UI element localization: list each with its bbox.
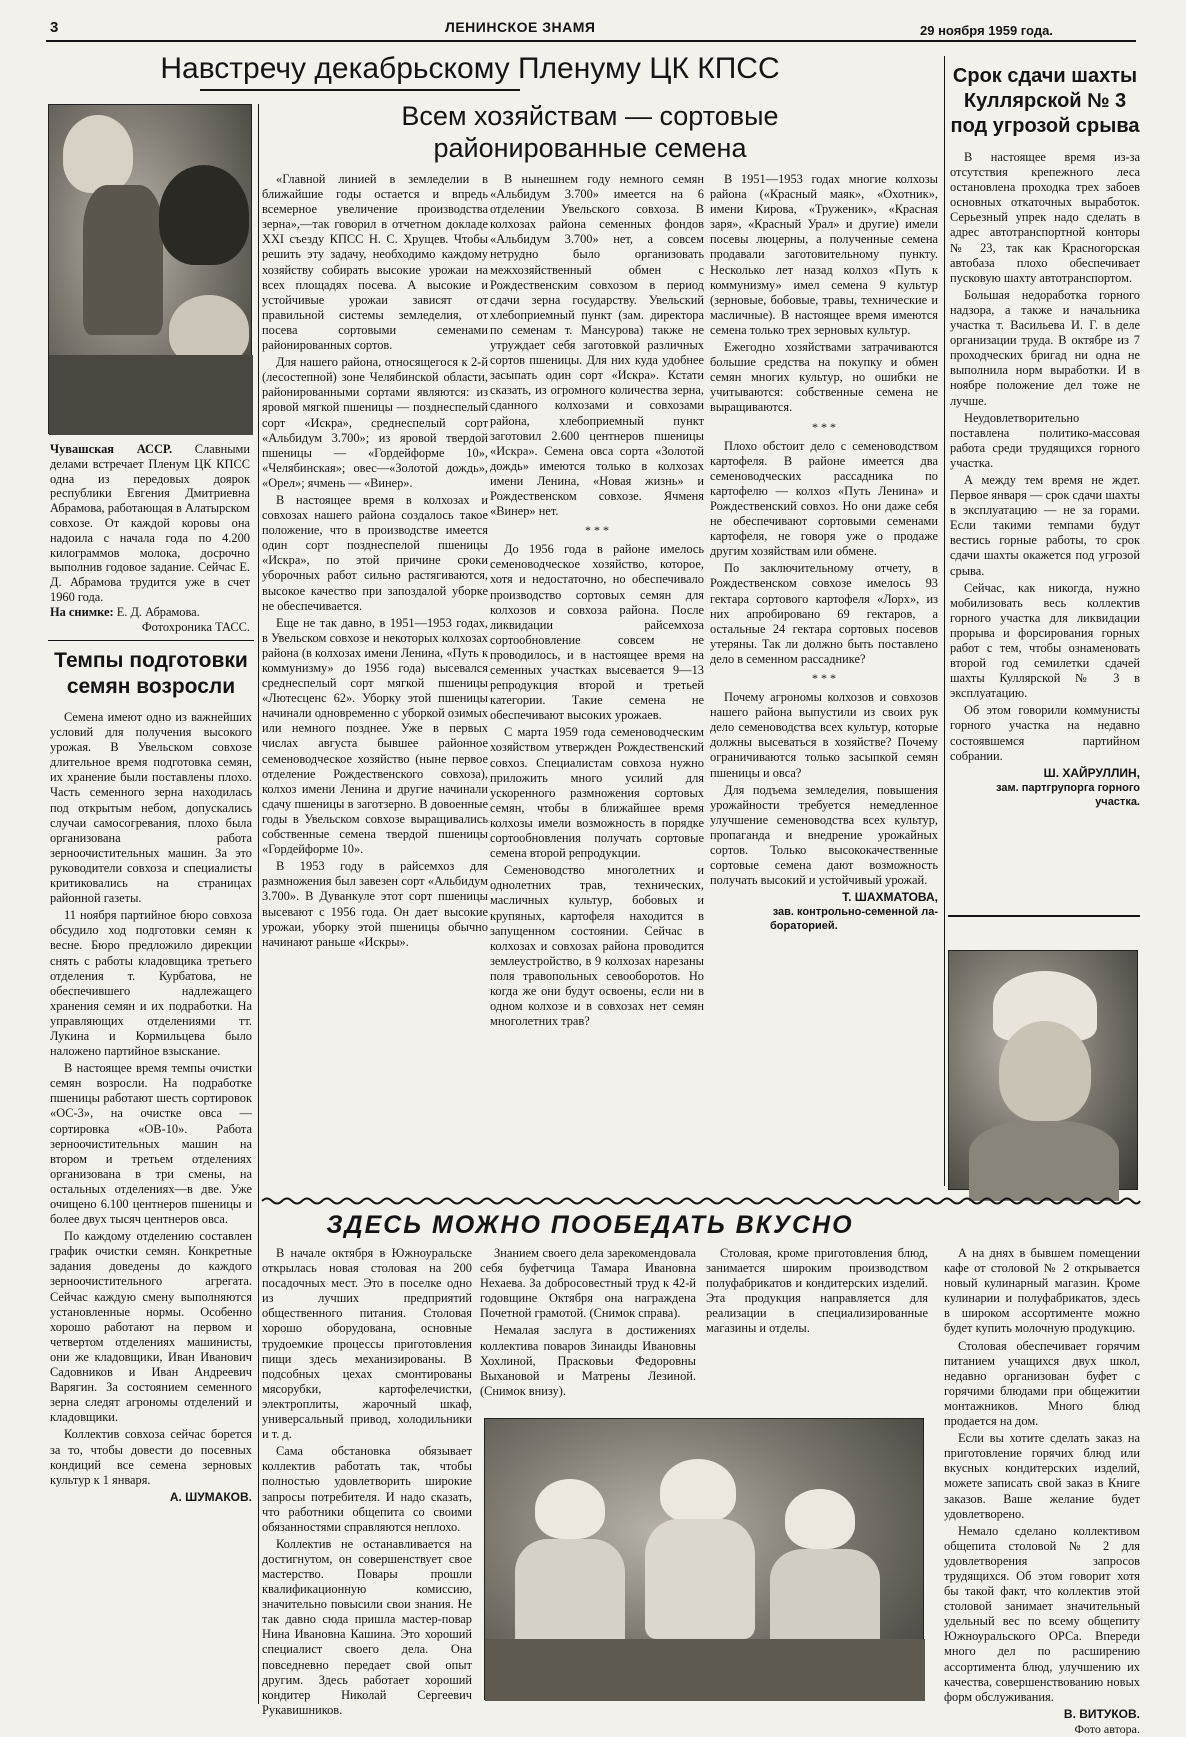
semena-title: [290, 100, 890, 164]
semena-paragraph: В настоящее время в колхозах и совхозах нашего района создалось такое положение, что в производстве имеется один сорт позднеспелой пшеницы «Искра», по этой причине сроки уборочных работ сильно растягиваются, высокое качество при запоздалой уборке не обеспечивается.: [262, 492, 488, 613]
semena-paragraph: С марта 1959 года семеноводческим хозяйством утвержден Рождественский совхоз. Специалистам совхоза нужно приложить много усилий для ускоренного размножения сортовых семян, чтобы в ближайшее время колхозы имели возможность в порядке сортообновления получать сортовые семена второй репродукции.: [490, 725, 704, 861]
photo1-caption-lead: Чувашская АССР.: [50, 442, 173, 456]
obed-column-1: [262, 1246, 472, 1720]
photo-milkmaid: [48, 104, 252, 434]
tempy-title-line1: Темпы подготовки: [54, 649, 248, 672]
section-stars: * * *: [585, 523, 609, 538]
shakhta-paragraph: Неудовлетворительно поставлена политико-массовая работа среди трудящихся горного участка.: [950, 410, 1140, 470]
semena-signature-role: [710, 905, 938, 933]
semena-paragraph: Почему агрономы колхозов и совхозов нашего района выпустили из своих рук дело семеноводства всех культур, которые должны высеваться в хозяйстве? Почему ограничиваются только засыпкой семян пшеницы и овса?: [710, 690, 938, 780]
shakhta-body: [950, 150, 1140, 809]
semena-paragraph: Для подъема земледелия, повышения урожайности требуется немедленное улучшение семеноводства всех культур, пропаганда и внедрение урожайных сортов. Только высококачественные сортовые семена дают возможность получать высокий и устойчивый урожай.: [710, 782, 938, 888]
obed-column-4: [944, 1246, 1140, 1737]
tempy-signature: А. ШУМАКОВ.: [169, 1489, 252, 1504]
left-divider-1: [48, 640, 254, 641]
photo1-caption: [50, 442, 250, 634]
tempy-body: [50, 710, 252, 1505]
semena-column-1: [262, 172, 488, 952]
semena-paragraph: Семеноводство многолетних и однолетних трав, технических, масличных культур, бобовых и крупяных, картофеля находится в запущенном состоянии. Сейчас в колхозах и совхозах района проводится землеустройство, в 9 колхозах нарезаны поля травопольных севооборотов. Но когда же они будут освоены, если ни в одном колхозе и в совхозах нет семян многолетних трав?: [490, 863, 704, 1029]
column-rule-left: [258, 104, 259, 1704]
obed-photo-credit: Фото автора.: [1074, 1721, 1140, 1736]
obed-column-3: [706, 1246, 928, 1339]
tempy-title: [48, 648, 254, 700]
shakhta-title-line3: под угрозой срыва: [950, 115, 1140, 137]
photo1-on-photo-label: На снимке:: [50, 604, 114, 619]
tempy-paragraph: По каждому отделению составлен график очистки семян. Конкретные задания доведены до каждого зерноочистительного агрегата. Сейчас каждую смену выполняются установленные нормы. Особенно хорошо работают на первом и четвертом отделениях машинисты, они же кладовщики, Иван Иванович Садовников и Иван Андреевич Варягин. За состоянием семенного зерна следят агрономы отделений и кладовщики.: [50, 1229, 252, 1425]
photo-buffet-worker: [948, 950, 1138, 1190]
right-divider: [948, 915, 1140, 917]
semena-column-2: [490, 172, 704, 1031]
obed-paragraph: Немало сделано коллективом общепита столовой № 2 для удовлетворения запросов трудящихся. Об этом говорит хотя бы такой факт, что коллектив этой столовой занимает значительный удельный вес по всему общепиту Южноуральского ОРСа. Впереди много дел по расширению ассортимента блюд, улучшению их качества, совершенствованию новых форм обслуживания.: [944, 1523, 1140, 1704]
tempy-paragraph: 11 ноября партийное бюро совхоза обсудило ход подготовки семян к весне. Бюро предложило дирекции снять с работы кладовщика третьего отделения т. Курбатова, не обеспечившего надлежащего хранения семян и их подработки. На управляющих отделениями тт. Лукина и Кормильцева было наложено партийное взыскание.: [50, 908, 252, 1059]
obed-paragraph: Знанием своего дела зарекомендовала себя буфетчица Тамара Ивановна Нехаева. За добросовестный труд к 42-й годовщине Октября она награждена Почетной грамотой. (Снимок справа).: [480, 1246, 696, 1321]
semena-signature-role-line2: бораторией.: [770, 920, 838, 933]
shakhta-title-line2: Куллярской № 3: [963, 90, 1127, 112]
obed-paragraph: Коллектив не останавливается на достигнутом, он совершенствует свое мастерство. Повары прошли квалификационную комиссию, значительно повысили свои знания. Не так давно сюда пришла мастер-повар Нина Ивановна Кашина. Это хороший специалист своего дела. Она повседневно передает свой опыт другим. Здесь работает хороший кондитер Николай Сергеевич Рукавишников.: [262, 1536, 472, 1717]
section-stars: * * *: [812, 671, 836, 685]
semena-signature-role-line1: зав. контрольно-семенной ла-: [772, 906, 938, 919]
shakhta-signature-role-line1: зам. партгрупорга горного: [996, 781, 1140, 794]
semena-paragraph: Ежегодно хозяйствами затрачиваются большие средства на покупку и обмен семян многих культур, но ошибки не учитываются: собственные семена не выращиваются.: [710, 340, 938, 415]
obed-paragraph: А на днях в бывшем помещении кафе от столовой № 2 открывается новый кулинарный магазин. Кроме кулинарии и полуфабрикатов, здесь в широком ассортименте можно будет купить молочную продукцию.: [944, 1246, 1140, 1336]
obed-paragraph: Немалая заслуга в достижениях коллектива поваров Зинаиды Ивановны Хохлиной, Прасковьи Федоровны Выхановой и Матрены Лезиной. (Снимок внизу).: [480, 1323, 696, 1398]
semena-paragraph: До 1956 года в районе имелось семеноводческое хозяйство, которое, хотя и недостаточно, но обеспечивало производство сортовых семян для колхозов и совхоза района. После ликвидации райсемхоза сортообновление совсем не проводилось, и в настоящее время на семенных участках высевается 9—13 репродукция второй и третьей категории. Такие семена не обеспечивают высоких урожаев.: [490, 542, 704, 723]
obed-signature: В. ВИТУКОВ.: [1063, 1706, 1140, 1721]
obed-paragraph: Столовая обеспечивает горячим питанием учащихся двух школ, недавно организован буфет с горячими блюдами при общежитии монтажников. Много блюд продается на дом.: [944, 1338, 1140, 1429]
semena-paragraph: «Главной линией в земледелии в ближайшие годы остается и впредь всемерное увеличение производства зерна»,—так говорил в отчетном докладе XXI съезду КПСС Н. С. Хрущев. Чтобы решить эту задачу, необходимо каждому хозяйству собирать высокие урожаи на всех площадях посева. А высокие и устойчивые урожаи зависят от правильной системы земледелия, от посева сортовыми семенами районированных сортов.: [262, 172, 488, 353]
shakhta-paragraph: Большая недоработка горного надзора, а также и начальника участка т. Васильева И. Г. в деле организации труда. В октябре из 7 проходческих бригад ни одна не выполнила норм выработки. И в ноябре положение дел тоже не лучше.: [950, 287, 1140, 408]
tempy-paragraph: Семена имеют одно из важнейших условий для получения высокого урожая. В Увельском совхозе длительное время подготовка семян, их хранение были поставлены плохо. Часть семенного зерна находилась под открытым небом, допускались случаи самосогревания, плохо была организована работа зерноочистительных машин. За это руководители совхоза и специалисты критиковались на страницах районной газеты.: [50, 710, 252, 906]
photo1-on-photo: Е. Д. Абрамова.: [116, 604, 200, 619]
semena-paragraph: В 1951—1953 годах многие колхозы района («Красный маяк», «Охотник», имени Кирова, «Труженик», «Красная заря», «Красный Урал» и другие) имели посевы люцерны, а полученные семена продавали заготовительному пункту. Несколько лет назад колхоз «Путь к коммунизму» имел семена 9 культур (зерновые, бобовые, травы, технические и масличные). В настоящее время имеются семена только трех зерновых культур.: [710, 172, 938, 337]
shakhta-paragraph: В настоящее время из-за отсутствия крепежного леса остановлена проходка трех забоев основных откаточных выработок. Серьезный упрек надо сделать в адрес автотранспортной конторы № 23, так как Красногорская автобаза плохо обеспечивает пусковую шахту автотранспортом.: [950, 150, 1140, 285]
newspaper-name: ЛЕНИНСКОЕ ЗНАМЯ: [445, 19, 596, 35]
obed-paragraph: Если вы хотите сделать заказ на приготовление горячих блюд или вкусных кондитерских изделий, можете записать свой заказ в Книге заказов. Ваше желание будет удовлетворено.: [944, 1431, 1140, 1521]
rubric-heading: Навстречу декабрьскому Пленуму ЦК КПСС: [160, 52, 780, 85]
obed-paragraph: Сама обстановка обязывает коллектив работать так, чтобы полностью удовлетворить широкие запросы потребителя. И надо сказать, что работники общепита со своими обязанностями справляются неплохо.: [262, 1444, 472, 1534]
semena-title-line1: Всем хозяйствам — сортовые: [401, 101, 779, 131]
tempy-paragraph: Коллектив совхоза сейчас борется за то, чтобы довести до посевных кондиций все семена зерновых культур к 1 января.: [50, 1427, 252, 1487]
photo1-credit: Фотохроника ТАСС.: [141, 619, 250, 634]
semena-column-3: [710, 172, 938, 933]
semena-paragraph: Для нашего района, относящегося к 2-й (лесостепной) зоне Челябинской области, районированными сортами являются: из яровой мягкой пшеницы — позднеспелый сорт «Искра», среднеспелый сорт «Альбидум 3.700»; из яровой твердой пшеницы — «Гордейформе 10», «Челябинская»; овес—«Золотой дождь», «Орел»; ячмень — «Винер».: [262, 355, 488, 490]
shakhta-signature-role: [950, 781, 1140, 809]
photo1-caption-text: Славными делами встречает Пленум ЦК КПСС одна из передовых доярок республики Евгения Дмитриевна Абрамова, работающая в Алатырском совхозе. От каждой коровы она надоила с начала года по 4.200 килограммов молока, досрочно выполнив годовое задание. Сейчас Е. Д. Абрамова трудится уже в счет 1960 года.: [50, 442, 250, 604]
photo-cooks: [484, 1418, 924, 1700]
semena-title-line2: районированные семена: [433, 133, 747, 163]
semena-paragraph: Еще не так давно, в 1951—1953 годах, в Увельском совхозе и некоторых колхозах района (в колхозах имени Ленина, «Путь к коммунизму» до 1956 года) высевался среднеспелый сорт мягкой пшеницы «Лютесценс 62». Уборку этой пшеницы начинали одновременно с уборкой озимых или немного позднее. Уже в первых числах августа бывшее районное семеноводческое хозяйство (ныне первое отделение Рождественского совхоза), колхоз имени Ленина и другие начинали сдачу пшеницы в заготзерно. В довоенные годы в Увельском совхозе выращивались собственные семена твердой пшеницы «Гордейформе 10».: [262, 615, 488, 857]
shakhta-paragraph: Об этом говорили коммунисты горного участка на недавно состоявшемся партийном собрании.: [950, 703, 1140, 763]
section-stars: * * *: [812, 419, 836, 434]
page-number: 3: [50, 19, 59, 36]
semena-paragraph: Плохо обстоит дело с семеноводством картофеля. В районе имеется два семеноводческих рассадника по картофелю — колхоз «Путь Ленина» и Рождественский совхоз. Но они даже себя не обеспечивают сортовыми семенами картофеля, не говоря уже о продаже другим хозяйствам или обмене.: [710, 438, 938, 559]
column-rule-right: [944, 56, 945, 1186]
shakhta-signature-role-line2: участка.: [1095, 795, 1140, 808]
rubric-underline: [200, 89, 520, 91]
obed-paragraph: В начале октября в Южноуральске открылась новая столовая на 200 посадочных мест. Это в поселке одно из лучших предприятий общественного питания. Столовая хорошо оборудована, основные трудоемкие процессы приготовления пищи здесь механизированы. В подсобных цехах смонтированы мясорубки, картофелечистки, электроплиты, жарочный шкаф, универсальный привод, холодильники и т. д.: [262, 1246, 472, 1442]
shakhta-title: [950, 64, 1140, 139]
shakhta-title-line1: Срок сдачи шахты: [952, 65, 1138, 87]
obed-paragraph: Столовая, кроме приготовления блюд, занимается широким производством полуфабрикатов и кондитерских изделий. Эта продукция направляется для реализации в специализированные магазины и отделы.: [706, 1246, 928, 1336]
header-rule: [46, 40, 1136, 42]
wavy-divider: [262, 1196, 1140, 1206]
shakhta-signature: Ш. ХАЙРУЛЛИН,: [1043, 765, 1140, 780]
shakhta-paragraph: А между тем время не ждет. Первое января — срок сдачи шахты в эксплуатацию — не за горами. Если такими темпами будут вестись горные работы, то срок сдачи шахты окажется под угрозой срыва.: [950, 472, 1140, 578]
tempy-title-line2: семян возросли: [66, 675, 236, 698]
semena-signature: Т. ШАХМАТОВА,: [842, 890, 938, 905]
shakhta-paragraph: Сейчас, как никогда, нужно мобилизовать весь коллектив горного участка для ликвидации прорыва и форсирования горных работ с тем, чтобы ознаменовать второй год семилетки сдачей шахты Куллярской № 3 в эксплуатацию.: [950, 580, 1140, 701]
semena-paragraph: В 1953 году в райсемхоз для размножения был завезен сорт «Альбидум 3.700». В Дуванкуле этот сорт пшеницы высевают с 1956 года. Он дает высокие урожаи, уборку этой пшеницы обычно начинают раньше «Искры».: [262, 859, 488, 949]
tempy-paragraph: В настоящее время темпы очистки семян возросли. На подработке пшеницы работают шесть сортировок «ОС-3», на очистке овса — сортировка «ОВ-10». Работа зерноочистительных машин на втором и третьем отделениях организована в три смены, на остальных отделениях—в две. Уже очищено 6.100 центнеров пшеницы и более двух тысяч центнеров овса.: [50, 1061, 252, 1227]
semena-paragraph: По заключительному отчету, в Рождественском совхозе имелось 93 гектара сортового картофеля «Лорх», из них апробировано 69 гектаров, а остальные 24 гектара сортовых посевов утеряны. Так ли должно быть поставлено дело в семенном рассаднике?: [710, 561, 938, 666]
issue-date: 29 ноября 1959 года.: [920, 23, 1053, 38]
semena-paragraph: В нынешнем году немного семян «Альбидум 3.700» имеется на 6 отделении Увельского совхоза. В колхозах района семенных фондов «Альбидум 3.700» нет, а совсем нетрудно было организовать межхозяйственный обмен с Рождественским совхозом в период сдачи зерна государству. Увельский хлебоприемный пункт (зам. директора по семенам т. Мансурова) также не утруждает себя заготовкой различных сортов пшеницы. Для них куда удобнее засыпать один сорт «Искра». Кстати сказать, из огромного количества зерна, сданного колхозами и совхозами района, хлебоприемный пункт заготовил 2.600 центнеров пшеницы «Искра». Семена овса сорта «Золотой дождь» имеются только в колхозах имени Ленина, «Новая жизнь» и Рождественском совхозе. Ячменя «Винер» нет.: [490, 172, 704, 519]
obed-column-2: [480, 1246, 696, 1401]
obed-title: ЗДЕСЬ МОЖНО ПООБЕДАТЬ ВКУСНО: [326, 1211, 854, 1239]
